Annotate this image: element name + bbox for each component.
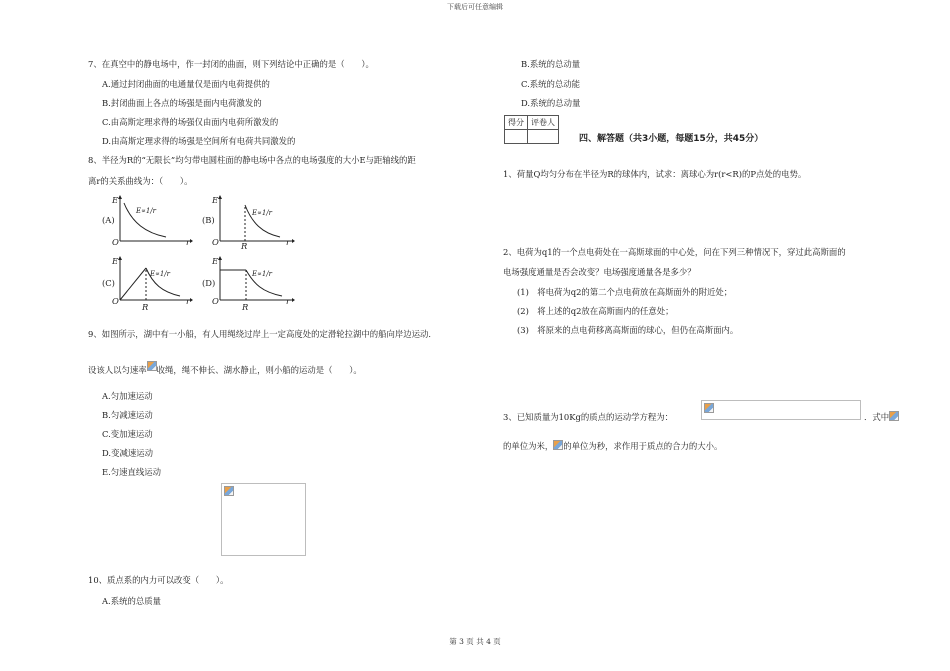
broken-image-icon bbox=[704, 403, 714, 413]
graph-b-axis-r: r bbox=[286, 237, 291, 247]
q10-stem: 10、质点系的内力可以改变（ ）。 bbox=[88, 575, 229, 585]
problem-3-line2-b: 的单位为秒，求作用于质点的合力的大小。 bbox=[563, 441, 723, 451]
q10-option-b: B.系统的总动量 bbox=[521, 59, 581, 69]
graph-c-label: (C) bbox=[102, 278, 115, 288]
graph-c-origin: O bbox=[112, 296, 119, 306]
graph-b-label: (B) bbox=[202, 215, 215, 225]
q9-stem-line2-a: 设该人以匀速率 bbox=[88, 365, 147, 375]
graph-a-curve: E∝1/r bbox=[136, 207, 157, 215]
broken-image-icon bbox=[553, 440, 563, 450]
q9-option-c: C.变加速运动 bbox=[102, 429, 153, 439]
graph-c-curve: E∝1/r bbox=[150, 270, 171, 278]
q9-option-e: E.匀速直线运动 bbox=[102, 467, 162, 477]
page-footer: 第 3 页 共 4 页 bbox=[449, 637, 501, 646]
q7-option-a: A.通过封闭曲面的电通量仅是面内电荷提供的 bbox=[102, 79, 270, 89]
problem-3-line1a: 3、已知质量为10Kg的质点的运动学方程为： bbox=[503, 412, 673, 422]
q7-option-d: D.由高斯定理求得的场强是空间所有电荷共同激发的 bbox=[102, 136, 296, 146]
problem-3-line2-a: 的单位为米， bbox=[503, 441, 554, 451]
q8-stem-line1: 8、半径为R的“无限长”均匀带电圆柱面的静电场中各点的电场强度的大小E与距轴线的距 bbox=[88, 155, 416, 165]
broken-image-icon bbox=[224, 486, 234, 496]
graph-b-radius: R bbox=[241, 241, 248, 251]
q10-option-a: A.系统的总质量 bbox=[102, 596, 161, 606]
graph-d-curve: E∝1/r bbox=[252, 270, 273, 278]
graph-b bbox=[200, 193, 295, 251]
graph-b-origin: O bbox=[212, 237, 219, 247]
problem-2-item-1: (1) 将电荷为q2的第二个点电荷放在高斯面外的附近处； bbox=[517, 287, 733, 297]
q9-option-d: D.变减速运动 bbox=[102, 448, 153, 458]
graph-b-curve: E∝1/r bbox=[252, 209, 273, 217]
graph-d-origin: O bbox=[212, 296, 219, 306]
problem-2-item-3: (3) 将原来的点电荷移离高斯面的球心，但仍在高斯面内。 bbox=[517, 325, 739, 335]
q9-option-a: A.匀加速运动 bbox=[102, 391, 153, 401]
q9-figure-placeholder bbox=[221, 483, 306, 556]
score-cell: 得分 bbox=[505, 116, 528, 130]
grader-empty-cell[interactable] bbox=[528, 130, 559, 144]
score-empty-cell[interactable] bbox=[505, 130, 528, 144]
problem-3-line1b: ．式中 bbox=[864, 412, 890, 422]
graph-a bbox=[98, 193, 193, 251]
graph-c bbox=[98, 254, 193, 314]
graph-c-axis-r: r bbox=[186, 296, 191, 306]
problem-1: 1、荷量Q均匀分布在半径为R的球体内，试求：离球心为r(r<R)的P点处的电势。 bbox=[503, 169, 807, 179]
q9-stem-line2 bbox=[88, 361, 362, 376]
page-header: 下载后可任意编辑 bbox=[447, 3, 503, 11]
q10-option-c: C.系统的总动能 bbox=[521, 79, 581, 89]
section-title: 四、解答题（共3小题，每题15分，共45分） bbox=[579, 134, 764, 144]
q7-stem: 7、在真空中的静电场中，作一封闭的曲面，则下列结论中正确的是（ ）。 bbox=[88, 59, 374, 69]
q9-stem-line1: 9、如图所示，湖中有一小船，有人用绳绕过岸上一定高度处的定滑轮拉湖中的船向岸边运动． bbox=[88, 329, 437, 339]
problem-3-line2 bbox=[503, 440, 722, 452]
broken-image-icon bbox=[147, 361, 157, 371]
equation-image-placeholder bbox=[701, 400, 861, 420]
graph-c-radius: R bbox=[142, 302, 149, 312]
graph-d-axis-e: E bbox=[212, 256, 219, 266]
q10-option-d: D.系统的总动量 bbox=[521, 98, 581, 108]
q7-option-c: C.由高斯定理求得的场强仅由面内电荷所激发的 bbox=[102, 117, 279, 127]
graph-d-axis-r: r bbox=[286, 296, 291, 306]
graph-d bbox=[200, 254, 295, 314]
graph-a-axis-e: E bbox=[112, 195, 119, 205]
graph-b-axis-e: E bbox=[212, 195, 219, 205]
graph-a-label: (A) bbox=[102, 215, 115, 225]
graph-d-radius: R bbox=[242, 302, 249, 312]
problem-2-line1: 2、电荷为q1的一个点电荷处在一高斯球面的中心处，问在下列三种情况下，穿过此高斯面的 bbox=[503, 247, 846, 257]
q7-option-b: B.封闭曲面上各点的场强是面内电荷激发的 bbox=[102, 98, 262, 108]
q9-stem-line2-b: 收绳，绳不伸长、湖水静止，则小船的运动是（ ）。 bbox=[156, 365, 362, 375]
graph-a-origin: O bbox=[112, 237, 119, 247]
graph-c-axis-e: E bbox=[112, 256, 119, 266]
q8-stem-line2: 离r的关系曲线为：（ ）。 bbox=[88, 176, 193, 186]
grader-cell: 评卷人 bbox=[528, 116, 559, 130]
graph-d-label: (D) bbox=[202, 278, 216, 288]
graph-a-axis-r: r bbox=[186, 237, 191, 247]
q9-option-b: B.匀减速运动 bbox=[102, 410, 153, 420]
broken-image-icon bbox=[889, 411, 899, 421]
problem-2-item-2: (2) 将上述的q2放在高斯面内的任意处； bbox=[517, 306, 674, 316]
score-table bbox=[504, 115, 559, 144]
problem-2-line2: 电场强度通量是否会改变？电场强度通量各是多少？ bbox=[503, 267, 696, 277]
